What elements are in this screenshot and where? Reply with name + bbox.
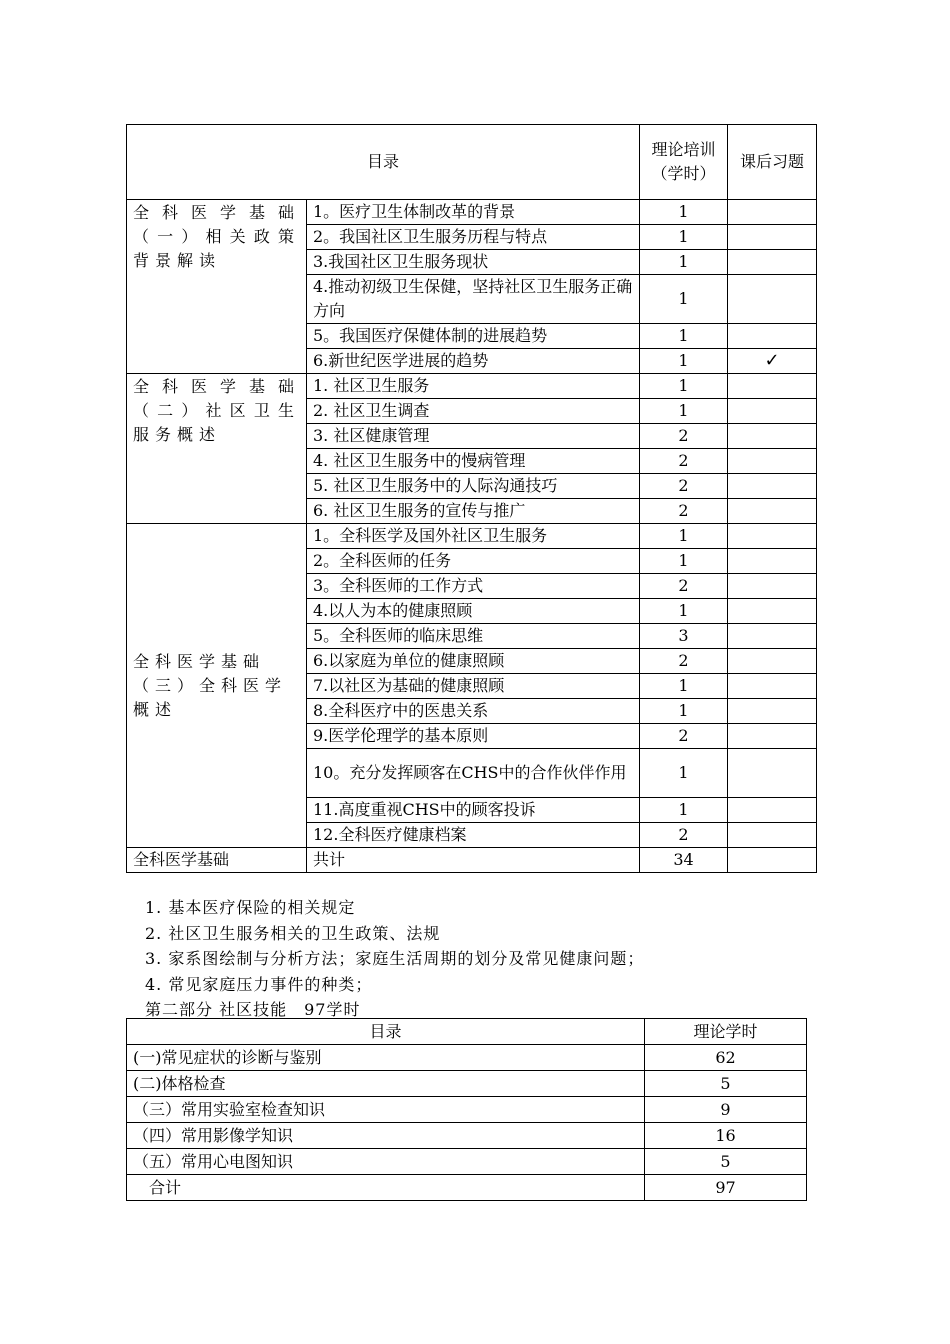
- hours-cell: 1: [640, 200, 728, 225]
- table-row: [127, 1149, 807, 1175]
- hours-cell: 1: [640, 349, 728, 374]
- topic-cell: （五）常用心电图知识: [127, 1149, 645, 1175]
- topic-cell: 2. 社区卫生调查: [307, 399, 640, 424]
- course-table-part2: [126, 1018, 807, 1201]
- hours-cell: 1: [640, 549, 728, 574]
- exercise-cell: [728, 724, 817, 749]
- hours-cell: 1: [640, 324, 728, 349]
- exercise-cell: [728, 823, 817, 848]
- topic-cell: 1. 社区卫生服务: [307, 374, 640, 399]
- total-title: 全科医学基础: [127, 848, 307, 873]
- topic-cell: （三）常用实验室检查知识: [127, 1097, 645, 1123]
- exercise-cell: [728, 324, 817, 349]
- hours-cell: 1: [640, 599, 728, 624]
- topic-cell: 8.全科医疗中的医患关系: [307, 699, 640, 724]
- header-theory-hours: 理论培训（学时）: [640, 125, 728, 200]
- hours-cell: 5: [645, 1071, 807, 1097]
- part-two-heading: 第二部分 社区技能 97学时: [145, 1000, 361, 1019]
- table-header-row: [127, 125, 817, 200]
- hours-cell: 1: [640, 225, 728, 250]
- header-hours: 理论学时: [645, 1019, 807, 1045]
- table-row: [127, 1071, 807, 1097]
- exercise-cell: [728, 275, 817, 324]
- hours-cell: 2: [640, 823, 728, 848]
- note-item: 1. 基本医疗保险的相关规定: [145, 898, 356, 917]
- topic-cell: 4. 社区卫生服务中的慢病管理: [307, 449, 640, 474]
- hours-cell: 2: [640, 649, 728, 674]
- exercise-cell: [728, 474, 817, 499]
- table-row: [127, 1045, 807, 1071]
- hours-cell: 2: [640, 574, 728, 599]
- topic-cell: （四）常用影像学知识: [127, 1123, 645, 1149]
- exercise-cell: [728, 524, 817, 549]
- hours-cell: 1: [640, 798, 728, 823]
- topic-cell: 5. 社区卫生服务中的人际沟通技巧: [307, 474, 640, 499]
- topic-cell: 5。我国医疗保健体制的进展趋势: [307, 324, 640, 349]
- hours-cell: 1: [640, 699, 728, 724]
- table-row: [127, 200, 817, 225]
- total-label: 共计: [307, 848, 640, 873]
- note-item: 2. 社区卫生服务相关的卫生政策、法规: [145, 923, 441, 943]
- topic-cell: 1。医疗卫生体制改革的背景: [307, 200, 640, 225]
- exercise-cell: [728, 250, 817, 275]
- exercise-cell: [728, 699, 817, 724]
- hours-cell: 1: [640, 749, 728, 798]
- total-row: [127, 848, 817, 873]
- hours-cell: 1: [640, 524, 728, 549]
- topic-cell: 4.以人为本的健康照顾: [307, 599, 640, 624]
- hours-cell: 3: [640, 624, 728, 649]
- topic-cell: 2。我国社区卫生服务历程与特点: [307, 225, 640, 250]
- exercise-cell: [728, 200, 817, 225]
- exercise-cell: [728, 624, 817, 649]
- header-topic: 目录: [127, 125, 640, 200]
- topic-cell: 10。充分发挥顾客在CHS中的合作伙伴作用: [307, 749, 640, 798]
- header-exercises: 课后习题: [728, 125, 817, 200]
- table-row: [127, 1097, 807, 1123]
- hours-cell: 2: [640, 474, 728, 499]
- topic-cell: 4.推动初级卫生保健，坚持社区卫生服务正确方向: [307, 275, 640, 324]
- hours-cell: 1: [640, 374, 728, 399]
- hours-cell: 62: [645, 1045, 807, 1071]
- section-title: 全科医学基础（二）社区卫生服务概述: [127, 374, 307, 524]
- table-header-row: [127, 1019, 807, 1045]
- section-title: 全科医学基础（一）相关政策背景解读: [127, 200, 307, 374]
- hours-cell: 1: [640, 250, 728, 275]
- table-row: [127, 524, 817, 549]
- hours-cell: 9: [645, 1097, 807, 1123]
- exercise-cell: [728, 449, 817, 474]
- hours-cell: 5: [645, 1149, 807, 1175]
- exercise-cell: [728, 574, 817, 599]
- hours-cell: 16: [645, 1123, 807, 1149]
- total-row: [127, 1175, 807, 1201]
- notes-list: [145, 895, 644, 1023]
- exercise-cell: [728, 599, 817, 624]
- total-hours: 97: [645, 1175, 807, 1201]
- header-topic: 目录: [127, 1019, 645, 1045]
- exercise-cell: [728, 225, 817, 250]
- exercise-cell: [728, 749, 817, 798]
- topic-cell: 6.以家庭为单位的健康照顾: [307, 649, 640, 674]
- note-item: 3. 家系图绘制与分析方法；家庭生活周期的划分及常见健康问题；: [145, 949, 645, 968]
- topic-cell: 2。全科医师的任务: [307, 549, 640, 574]
- topic-cell: 12.全科医疗健康档案: [307, 823, 640, 848]
- course-table-part1: [126, 124, 817, 873]
- exercise-cell: [728, 499, 817, 524]
- topic-cell: 5。全科医师的临床思维: [307, 624, 640, 649]
- hours-cell: 1: [640, 275, 728, 324]
- section-title: 全科医学基础（三）全科医学概述: [127, 524, 307, 848]
- note-item: 4. 常见家庭压力事件的种类；: [145, 974, 373, 994]
- topic-cell: 1。全科医学及国外社区卫生服务: [307, 524, 640, 549]
- exercise-cell: [728, 549, 817, 574]
- exercise-cell: [728, 649, 817, 674]
- topic-cell: 9.医学伦理学的基本原则: [307, 724, 640, 749]
- total-hours: 34: [640, 848, 728, 873]
- table-row: [127, 1123, 807, 1149]
- topic-cell: 7.以社区为基础的健康照顾: [307, 674, 640, 699]
- topic-cell: 3.我国社区卫生服务现状: [307, 250, 640, 275]
- exercise-cell: [728, 399, 817, 424]
- hours-cell: 2: [640, 724, 728, 749]
- topic-cell: 3。全科医师的工作方式: [307, 574, 640, 599]
- hours-cell: 1: [640, 674, 728, 699]
- topic-cell: 6.新世纪医学进展的趋势: [307, 349, 640, 374]
- table-row: [127, 374, 817, 399]
- hours-cell: 2: [640, 449, 728, 474]
- topic-cell: (二)体格检查: [127, 1071, 645, 1097]
- exercise-cell: [728, 424, 817, 449]
- hours-cell: 2: [640, 424, 728, 449]
- topic-cell: (一)常见症状的诊断与鉴别: [127, 1045, 645, 1071]
- check-mark-icon: ✓: [728, 349, 817, 374]
- topic-cell: 11.高度重视CHS中的顾客投诉: [307, 798, 640, 823]
- exercise-cell: [728, 374, 817, 399]
- topic-cell: 3. 社区健康管理: [307, 424, 640, 449]
- topic-cell: 6. 社区卫生服务的宣传与推广: [307, 499, 640, 524]
- exercise-cell: [728, 798, 817, 823]
- exercise-cell: [728, 674, 817, 699]
- hours-cell: 1: [640, 399, 728, 424]
- total-label: 合计: [127, 1175, 645, 1201]
- hours-cell: 2: [640, 499, 728, 524]
- total-exercise: [728, 848, 817, 873]
